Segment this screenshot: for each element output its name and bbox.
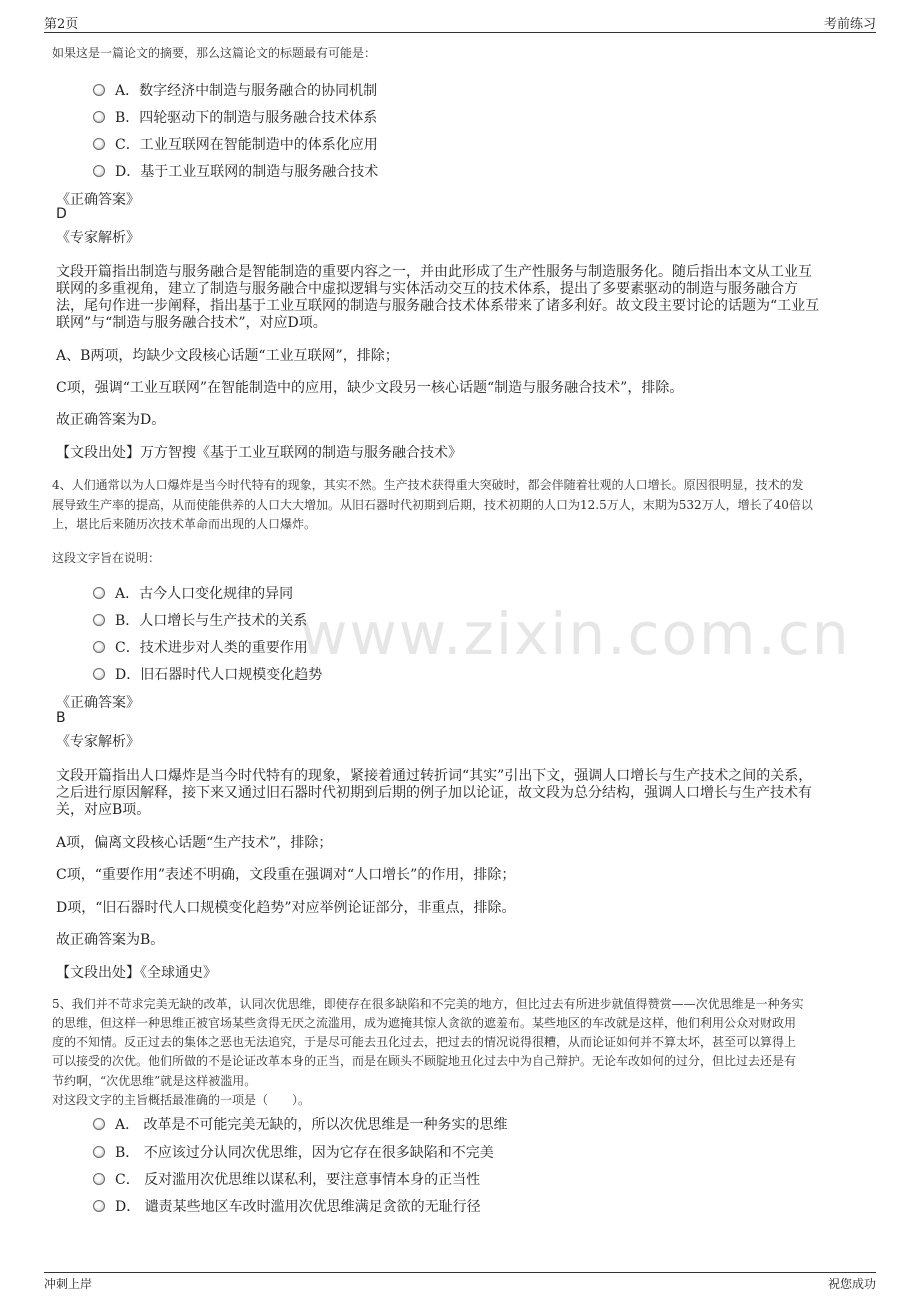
- page-number: 第2页: [44, 17, 79, 32]
- radio-icon[interactable]: [93, 165, 105, 177]
- radio-icon[interactable]: [93, 1146, 105, 1158]
- q3-analysis-line: 联网”与“制造与服务融合技术”，对应D项。: [56, 315, 327, 331]
- q3-prompt: 如果这是一篇论文的摘要，那么这篇论文的标题最有可能是：: [52, 46, 377, 60]
- radio-icon[interactable]: [93, 1173, 105, 1185]
- radio-icon[interactable]: [93, 668, 105, 680]
- q5-option-b[interactable]: B． 不应该过分认同次优思维，因为它存在很多缺陷和不完美: [93, 1142, 494, 1162]
- q3-analysis-line: 联网的多重视角，建立了制造与服务融合中虚拟逻辑与实体活动交互的技术体系，提出了多要素驱动的制造与服务融合方: [56, 281, 798, 297]
- q4-option-d[interactable]: D．旧石器时代人口规模变化趋势: [93, 664, 322, 684]
- q4-source: 【文段出处】《全球通史》: [56, 965, 217, 981]
- q4-stem-line: 展导致生产率的提高，从而使能供养的人口大大增加。从旧石器时代初期到后期，技术初期的人口为12.5万人，末期为532万人，增长了40倍以: [52, 498, 813, 512]
- radio-icon[interactable]: [93, 1200, 105, 1212]
- q5-stem-line: 度的不知情。反正过去的集体之恶也无法追究，于是尽可能去丑化过去，把过去的情况说得很糟，从而论证如何并不算太坏，甚至可以算得上: [52, 1035, 797, 1049]
- q5-stem-line: 5、我们并不苛求完美无缺的改革，认同次优思维，即使存在很多缺陷和不完美的地方，但比过去有所进步就值得赞赏——次优思维是一种务实: [52, 997, 804, 1011]
- radio-icon[interactable]: [93, 614, 105, 626]
- q5-option-a[interactable]: A． 改革是不可能完美无缺的，所以次优思维是一种务实的思维: [93, 1114, 508, 1134]
- q3-option-a[interactable]: A．数字经济中制造与服务融合的协同机制: [93, 80, 377, 100]
- q4-analysis-label: 《专家解析》: [56, 734, 140, 750]
- q4-note: D项，“旧石器时代人口规模变化趋势”对应举例论证部分，非重点，排除。: [56, 900, 516, 916]
- q4-note: C项，“重要作用”表述不明确，文段重在强调对“人口增长”的作用，排除；: [56, 867, 516, 883]
- footer-right: 祝您成功: [827, 1277, 876, 1291]
- q3-analysis-label: 《专家解析》: [56, 230, 140, 246]
- q5-stem-line: 可以接受的次优。他们所做的不是论证改革本身的正当，而是在顾头不顾腚地丑化过去中为自己辩护。无论车改如何的过分，但比过去还是有: [52, 1054, 797, 1068]
- q4-option-a[interactable]: A．古今人口变化规律的异同: [93, 583, 293, 603]
- q3-option-b[interactable]: B．四轮驱动下的制造与服务融合技术体系: [93, 107, 377, 127]
- radio-icon[interactable]: [93, 138, 105, 150]
- q4-option-c[interactable]: C．技术进步对人类的重要作用: [93, 637, 308, 657]
- q3-analysis-line: 文段开篇指出制造与服务融合是智能制造的重要内容之一，并由此形成了生产性服务与制造服务化。随后指出本文从工业互: [56, 264, 812, 280]
- q4-stem-line: 上，堪比后来随历次技术革命而出现的人口爆炸。: [52, 517, 317, 531]
- q3-option-c[interactable]: C．工业互联网在智能制造中的体系化应用: [93, 134, 378, 154]
- q4-note: A项，偏离文段核心话题“生产技术”，排除；: [56, 835, 333, 851]
- q4-stem-line: 4、人们通常以为人口爆炸是当今时代特有的现象，其实不然。生产技术获得重大突破时，都会伴随着壮观的人口增长。原因很明显，技术的发: [52, 478, 804, 492]
- q5-stem-line: 的思维，但这样一种思维正被官场某些贪得无厌之流滥用，成为遮掩其惊人贪欲的遮羞布。某些地区的车改就是这样，他们利用公众对财政用: [52, 1016, 797, 1030]
- q3-note: A、B两项，均缺少文段核心话题“工业互联网”，排除；: [56, 348, 399, 364]
- page-header: [44, 10, 876, 33]
- q5-stem-line: 节约啊，“次优思维”就是这样被滥用。: [52, 1074, 257, 1088]
- q3-analysis-line: 法，尾句作进一步阐释，指出基于工业互联网的制造与服务融合技术体系带来了诸多利好。故文段主要讨论的话题为“工业互: [56, 298, 820, 314]
- q4-option-b[interactable]: B．人口增长与生产技术的关系: [93, 610, 307, 630]
- q3-answer-label: 《正确答案》: [56, 192, 140, 208]
- page-footer: [44, 1272, 876, 1295]
- radio-icon[interactable]: [93, 1118, 105, 1130]
- q4-analysis-line: 之后进行原因解释，接下来又通过旧石器时代初期到后期的例子加以论证，故文段为总分结构，强调人口增长与生产技术有: [56, 785, 812, 801]
- q4-answer: B: [56, 710, 66, 726]
- header-label: 考前练习: [823, 17, 876, 32]
- q4-analysis-line: 关，对应B项。: [56, 802, 151, 818]
- q3-option-d[interactable]: D．基于工业互联网的制造与服务融合技术: [93, 161, 378, 181]
- radio-icon[interactable]: [93, 84, 105, 96]
- q3-conclusion: 故正确答案为D。: [56, 412, 166, 428]
- footer-left: 冲刺上岸: [44, 1277, 93, 1291]
- q5-option-d[interactable]: D． 谴责某些地区车改时滥用次优思维满足贪欲的无耻行径: [93, 1196, 481, 1216]
- watermark: www.zixin.com.cn: [300, 600, 851, 668]
- q5-option-c[interactable]: C． 反对滥用次优思维以谋私利，要注意事情本身的正当性: [93, 1169, 480, 1189]
- q4-analysis-line: 文段开篇指出人口爆炸是当今时代特有的现象，紧接着通过转折词“其实”引出下文，强调人口增长与生产技术之间的关系，: [56, 768, 813, 784]
- q3-source: 【文段出处】万方智搜《基于工业互联网的制造与服务融合技术》: [56, 445, 462, 461]
- radio-icon[interactable]: [93, 641, 105, 653]
- radio-icon[interactable]: [93, 111, 105, 123]
- q3-note: C项，强调“工业互联网”在智能制造中的应用，缺少文段另一核心话题“制造与服务融合技术”，排除。: [56, 380, 684, 396]
- q4-prompt: 这段文字旨在说明：: [52, 551, 161, 565]
- q4-answer-label: 《正确答案》: [56, 695, 140, 711]
- q5-prompt: 对这段文字的主旨概括最准确的一项是（ ）。: [52, 1093, 311, 1107]
- radio-icon[interactable]: [93, 587, 105, 599]
- q3-answer: D: [56, 206, 67, 222]
- q4-conclusion: 故正确答案为B。: [56, 932, 165, 948]
